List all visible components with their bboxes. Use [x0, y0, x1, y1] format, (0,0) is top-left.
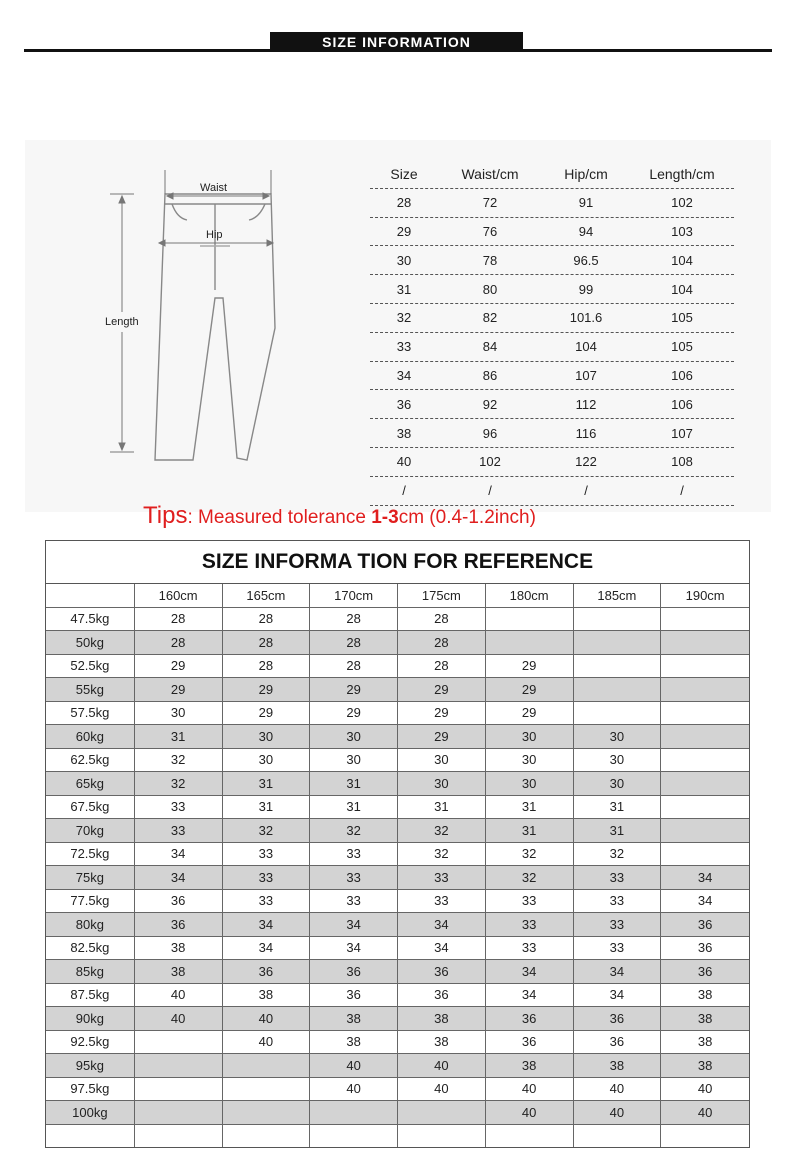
reference-size-cell: 31 — [310, 796, 398, 819]
reference-size-cell: 38 — [310, 1031, 398, 1054]
reference-size-cell: 31 — [135, 725, 223, 748]
measurement-cell: 31 — [396, 281, 412, 297]
reference-size-cell: 30 — [486, 749, 574, 772]
reference-size-cell: 29 — [135, 678, 223, 701]
tips-text-1: : Measured tolerance — [187, 507, 372, 528]
reference-size-cell: 36 — [135, 890, 223, 913]
reference-size-cell — [486, 1125, 574, 1148]
reference-size-cell: 32 — [574, 843, 662, 866]
reference-size-cell: 34 — [486, 960, 574, 983]
reference-weight-cell: 55kg — [46, 678, 135, 701]
reference-size-cell: 38 — [398, 1031, 486, 1054]
reference-row — [46, 890, 749, 914]
reference-size-cell — [574, 655, 662, 678]
reference-size-cell — [574, 1125, 662, 1148]
reference-header-cell: 165cm — [223, 584, 311, 607]
reference-size-cell: 33 — [310, 866, 398, 889]
reference-size-cell: 31 — [574, 796, 662, 819]
reference-size-cell — [574, 702, 662, 725]
reference-size-cell: 30 — [574, 725, 662, 748]
reference-row — [46, 678, 749, 702]
reference-size-cell: 30 — [398, 772, 486, 795]
reference-weight-cell: 52.5kg — [46, 655, 135, 678]
reference-size-cell — [310, 1101, 398, 1124]
reference-size-cell: 36 — [697, 963, 713, 979]
reference-size-cell — [661, 725, 749, 748]
reference-weight-cell: 95kg — [46, 1054, 135, 1077]
reference-size-cell: 38 — [574, 1054, 662, 1077]
reference-weight-cell: 67.5kg — [46, 796, 135, 819]
reference-size-cell: 33 — [398, 866, 486, 889]
reference-size-cell: 30 — [135, 702, 223, 725]
measurement-cell: 76 — [482, 223, 498, 239]
measurement-cell: / — [584, 483, 588, 499]
reference-size-cell: 28 — [398, 608, 486, 631]
reference-header-cell: 175cm — [398, 584, 486, 607]
reference-size-cell: 36 — [398, 984, 486, 1007]
measurement-row — [370, 275, 734, 304]
reference-size-cell — [135, 1125, 223, 1148]
reference-size-cell: 33 — [398, 890, 486, 913]
reference-size-cell: 31 — [574, 819, 662, 842]
reference-size-cell: 34 — [310, 937, 398, 960]
reference-weight-cell: 62.5kg — [46, 749, 135, 772]
reference-size-cell: 29 — [223, 702, 311, 725]
reference-size-cell: 28 — [223, 631, 311, 654]
reference-size-cell: 40 — [486, 1101, 574, 1124]
reference-title: SIZE INFORMA TION FOR REFERENCE — [46, 541, 749, 584]
reference-size-cell: 28 — [310, 608, 398, 631]
measurement-cell: 102 — [671, 195, 693, 211]
reference-size-cell: 34 — [310, 913, 398, 936]
reference-row — [46, 960, 749, 984]
reference-size-cell: 30 — [574, 772, 662, 795]
reference-header-row — [46, 584, 749, 608]
reference-header-cell: 180cm — [486, 584, 574, 607]
reference-row — [46, 913, 749, 937]
reference-size-cell — [661, 678, 749, 701]
reference-weight-cell: 80kg — [46, 913, 135, 936]
reference-row — [46, 631, 749, 655]
measurement-cell: 91 — [578, 195, 594, 211]
reference-size-cell: 33 — [310, 890, 398, 913]
reference-size-cell: 29 — [398, 725, 486, 748]
measurement-header-row — [370, 160, 734, 189]
reference-size-cell: 32 — [398, 843, 486, 866]
reference-size-cell: 40 — [574, 1078, 662, 1101]
measurement-cell: 96 — [482, 425, 498, 441]
reference-size-cell: 30 — [574, 749, 662, 772]
measurement-cell: 86 — [482, 367, 498, 383]
reference-size-cell: 29 — [486, 702, 574, 725]
reference-size-cell: 28 — [398, 655, 486, 678]
measurement-cell: 29 — [396, 223, 412, 239]
measurement-cell: 94 — [578, 223, 594, 239]
reference-weight-cell: 50kg — [46, 631, 135, 654]
reference-size-cell: 33 — [135, 819, 223, 842]
reference-row — [46, 1125, 749, 1148]
reference-size-cell: 29 — [486, 655, 574, 678]
reference-row — [46, 984, 749, 1008]
reference-size-cell: 32 — [310, 819, 398, 842]
measurement-row — [370, 304, 734, 333]
measurement-cell: 34 — [396, 367, 412, 383]
reference-size-cell: 32 — [486, 843, 574, 866]
reference-row — [46, 866, 749, 890]
reference-size-cell: 29 — [135, 655, 223, 678]
reference-row — [46, 796, 749, 820]
reference-table — [45, 540, 750, 1148]
reference-weight-cell: 100kg — [46, 1101, 135, 1124]
reference-size-cell: 38 — [697, 1010, 713, 1026]
reference-size-cell — [135, 1101, 223, 1124]
reference-row — [46, 1007, 749, 1031]
measurement-header-cell: Waist/cm — [461, 165, 519, 182]
reference-size-cell: 31 — [310, 772, 398, 795]
reference-size-cell: 34 — [574, 984, 662, 1007]
reference-row — [46, 655, 749, 679]
reference-row — [46, 1101, 749, 1125]
measurement-cell: 116 — [575, 425, 597, 441]
reference-size-cell: 33 — [223, 890, 311, 913]
reference-size-cell: 40 — [398, 1078, 486, 1101]
reference-size-cell — [398, 1101, 486, 1124]
reference-size-cell: 36 — [574, 1031, 662, 1054]
measurement-cell: 105 — [671, 310, 693, 326]
measurement-cell: 101.6 — [569, 310, 603, 326]
measurement-cell: 32 — [396, 310, 412, 326]
reference-size-cell: 38 — [223, 984, 311, 1007]
reference-size-cell: 28 — [135, 608, 223, 631]
reference-size-cell: 40 — [223, 1007, 311, 1030]
reference-size-cell: 36 — [223, 960, 311, 983]
reference-weight-cell: 82.5kg — [46, 937, 135, 960]
reference-size-cell: 30 — [310, 725, 398, 748]
reference-row — [46, 1054, 749, 1078]
reference-weight-cell — [46, 1125, 135, 1148]
reference-size-cell: 33 — [135, 796, 223, 819]
reference-weight-cell: 57.5kg — [46, 702, 135, 725]
reference-size-cell — [661, 796, 749, 819]
reference-size-cell: 33 — [486, 913, 574, 936]
reference-size-cell: 38 — [310, 1007, 398, 1030]
length-label: Length — [105, 316, 139, 328]
reference-size-cell: 33 — [574, 890, 662, 913]
measurement-row — [370, 218, 734, 247]
measurement-cell: 106 — [671, 396, 693, 412]
reference-size-cell — [135, 1054, 223, 1077]
reference-size-cell — [661, 819, 749, 842]
measurement-cell: / — [680, 483, 684, 499]
measurement-cell: 112 — [575, 396, 597, 412]
reference-size-cell: 40 — [398, 1054, 486, 1077]
reference-size-cell: 34 — [223, 913, 311, 936]
reference-header-cell: 170cm — [310, 584, 398, 607]
reference-size-cell: 40 — [697, 1081, 713, 1097]
reference-size-cell: 38 — [697, 1034, 713, 1050]
reference-weight-cell: 47.5kg — [46, 608, 135, 631]
reference-weight-cell: 92.5kg — [46, 1031, 135, 1054]
measurement-header-cell: Length/cm — [649, 165, 715, 182]
reference-size-cell: 32 — [135, 749, 223, 772]
measurement-cell: 104 — [671, 281, 693, 297]
measurement-cell: 103 — [671, 223, 693, 239]
measurement-cell: 106 — [671, 367, 693, 383]
reference-row — [46, 702, 749, 726]
reference-size-cell: 28 — [135, 631, 223, 654]
measurement-row — [370, 362, 734, 391]
reference-row — [46, 1031, 749, 1055]
reference-size-cell: 38 — [486, 1054, 574, 1077]
reference-header-cell: 160cm — [135, 584, 223, 607]
reference-row — [46, 937, 749, 961]
reference-size-cell: 28 — [223, 608, 311, 631]
reference-size-cell — [486, 608, 574, 631]
reference-size-cell: 40 — [135, 1007, 223, 1030]
reference-header-cell: 190cm — [685, 587, 725, 603]
reference-size-cell — [574, 608, 662, 631]
reference-size-cell: 33 — [486, 890, 574, 913]
reference-size-cell: 34 — [697, 869, 713, 885]
reference-size-cell — [486, 631, 574, 654]
reference-size-cell: 29 — [223, 678, 311, 701]
reference-weight-cell: 65kg — [46, 772, 135, 795]
reference-row — [46, 843, 749, 867]
reference-weight-cell: 85kg — [46, 960, 135, 983]
reference-row — [46, 608, 749, 632]
measurement-cell: 99 — [578, 281, 594, 297]
reference-size-cell: 34 — [135, 843, 223, 866]
reference-size-cell: 28 — [398, 631, 486, 654]
reference-weight-cell: 60kg — [46, 725, 135, 748]
reference-size-cell: 36 — [697, 916, 713, 932]
reference-size-cell: 38 — [398, 1007, 486, 1030]
reference-size-cell — [574, 678, 662, 701]
reference-size-cell: 33 — [574, 866, 662, 889]
reference-size-cell: 32 — [398, 819, 486, 842]
measurement-cell: 82 — [482, 310, 498, 326]
measurement-cell: 105 — [671, 339, 693, 355]
reference-size-cell — [661, 655, 749, 678]
tips-tolerance: 1-3 — [371, 507, 399, 528]
reference-size-cell: 38 — [135, 960, 223, 983]
reference-weight-cell: 87.5kg — [46, 984, 135, 1007]
reference-size-cell: 40 — [697, 1104, 713, 1120]
reference-size-cell — [661, 608, 749, 631]
measurement-cell: 28 — [396, 195, 412, 211]
reference-size-cell: 32 — [135, 772, 223, 795]
reference-size-cell — [135, 1078, 223, 1101]
pants-diagram — [25, 140, 355, 512]
reference-size-cell: 36 — [398, 960, 486, 983]
reference-size-cell — [223, 1125, 311, 1148]
reference-size-cell: 40 — [223, 1031, 311, 1054]
reference-size-cell: 34 — [135, 866, 223, 889]
reference-size-cell: 34 — [223, 937, 311, 960]
reference-size-cell — [223, 1054, 311, 1077]
reference-weight-cell: 90kg — [46, 1007, 135, 1030]
reference-size-cell: 38 — [135, 937, 223, 960]
measurement-cell: 92 — [482, 396, 498, 412]
measurement-row — [370, 448, 734, 477]
reference-header-cell: 185cm — [574, 584, 662, 607]
reference-size-cell: 30 — [486, 725, 574, 748]
tips-label: Tips — [143, 502, 188, 529]
measurement-row — [370, 419, 734, 448]
measurement-cell: 96.5 — [573, 252, 599, 268]
reference-row — [46, 819, 749, 843]
reference-weight-cell: 77.5kg — [46, 890, 135, 913]
reference-weight-cell: 97.5kg — [46, 1078, 135, 1101]
reference-size-cell: 30 — [310, 749, 398, 772]
waist-label: Waist — [200, 182, 228, 194]
reference-size-cell: 32 — [223, 819, 311, 842]
reference-size-cell: 29 — [310, 702, 398, 725]
tips-text-2: cm (0.4-1.2inch) — [398, 507, 536, 528]
reference-size-cell — [223, 1101, 311, 1124]
reference-size-cell: 36 — [574, 1007, 662, 1030]
measurement-cell: 80 — [482, 281, 498, 297]
reference-size-cell: 36 — [310, 960, 398, 983]
reference-size-cell: 36 — [310, 984, 398, 1007]
reference-header-cell — [46, 584, 135, 607]
reference-size-cell: 31 — [398, 796, 486, 819]
reference-size-cell: 32 — [486, 866, 574, 889]
reference-row — [46, 772, 749, 796]
measurement-cell: 104 — [575, 339, 597, 355]
reference-size-cell: 34 — [486, 984, 574, 1007]
reference-size-cell: 36 — [486, 1031, 574, 1054]
reference-size-cell — [135, 1031, 223, 1054]
reference-size-cell: 36 — [486, 1007, 574, 1030]
measurement-cell: 38 — [396, 425, 412, 441]
reference-size-cell — [223, 1078, 311, 1101]
measurement-cell: 33 — [396, 339, 412, 355]
reference-size-cell — [661, 843, 749, 866]
reference-size-cell — [661, 702, 749, 725]
reference-size-cell: 36 — [135, 913, 223, 936]
measurement-row — [370, 333, 734, 362]
measurement-cell: 107 — [671, 425, 693, 441]
reference-size-cell: 34 — [697, 893, 713, 909]
reference-size-cell — [661, 1125, 749, 1148]
reference-size-cell — [398, 1125, 486, 1148]
reference-size-cell: 29 — [398, 678, 486, 701]
reference-size-cell — [661, 772, 749, 795]
page-title: SIZE INFORMATION — [270, 32, 523, 52]
reference-size-cell: 40 — [574, 1101, 662, 1124]
measurement-header-cell: Size — [390, 165, 418, 182]
reference-size-cell: 33 — [310, 843, 398, 866]
measurement-cell: 30 — [396, 252, 412, 268]
reference-size-cell: 40 — [310, 1078, 398, 1101]
measurement-cell: 108 — [671, 454, 693, 470]
reference-size-cell: 29 — [310, 678, 398, 701]
reference-weight-cell: 75kg — [46, 866, 135, 889]
reference-row — [46, 749, 749, 773]
reference-size-cell — [661, 749, 749, 772]
measurement-cell: 102 — [479, 454, 501, 470]
reference-size-cell: 28 — [310, 631, 398, 654]
reference-row — [46, 725, 749, 749]
reference-size-cell: 30 — [223, 749, 311, 772]
reference-size-cell: 33 — [574, 913, 662, 936]
measurement-cell: 72 — [482, 195, 498, 211]
reference-size-cell: 40 — [486, 1078, 574, 1101]
reference-size-cell — [661, 631, 749, 654]
reference-size-cell: 38 — [697, 987, 713, 1003]
reference-size-cell: 33 — [486, 937, 574, 960]
reference-size-cell: 31 — [486, 796, 574, 819]
reference-size-cell: 29 — [398, 702, 486, 725]
measurement-table — [370, 160, 734, 506]
measurement-cell: / — [402, 483, 406, 499]
reference-size-cell — [574, 631, 662, 654]
measurement-cell: 78 — [482, 252, 498, 268]
reference-weight-cell: 72.5kg — [46, 843, 135, 866]
measurement-header-cell: Hip/cm — [564, 165, 608, 182]
reference-size-cell: 31 — [486, 819, 574, 842]
measurement-cell: 107 — [575, 367, 597, 383]
reference-size-cell: 33 — [574, 937, 662, 960]
reference-size-cell: 28 — [223, 655, 311, 678]
measurement-row — [370, 390, 734, 419]
reference-size-cell: 34 — [398, 937, 486, 960]
reference-size-cell: 38 — [697, 1057, 713, 1073]
reference-size-cell: 30 — [398, 749, 486, 772]
measurement-row — [370, 189, 734, 218]
reference-weight-cell: 70kg — [46, 819, 135, 842]
measurement-cell: / — [488, 483, 492, 499]
reference-size-cell: 34 — [574, 960, 662, 983]
tips-line — [143, 502, 536, 532]
measurement-cell: 84 — [482, 339, 498, 355]
hip-label: Hip — [206, 229, 223, 241]
measurement-cell: 122 — [575, 454, 597, 470]
reference-size-cell: 29 — [486, 678, 574, 701]
measurement-row — [370, 246, 734, 275]
reference-size-cell: 40 — [135, 984, 223, 1007]
reference-size-cell: 31 — [223, 772, 311, 795]
reference-row — [46, 1078, 749, 1102]
reference-size-cell: 36 — [697, 940, 713, 956]
reference-size-cell: 40 — [310, 1054, 398, 1077]
measurement-cell: 104 — [671, 252, 693, 268]
reference-size-cell: 34 — [398, 913, 486, 936]
reference-size-cell: 30 — [486, 772, 574, 795]
measurement-cell: 40 — [396, 454, 412, 470]
measurement-cell: 36 — [396, 396, 412, 412]
reference-size-cell: 28 — [310, 655, 398, 678]
reference-size-cell: 33 — [223, 866, 311, 889]
reference-size-cell: 30 — [223, 725, 311, 748]
reference-size-cell: 33 — [223, 843, 311, 866]
reference-size-cell: 31 — [223, 796, 311, 819]
reference-size-cell — [310, 1125, 398, 1148]
